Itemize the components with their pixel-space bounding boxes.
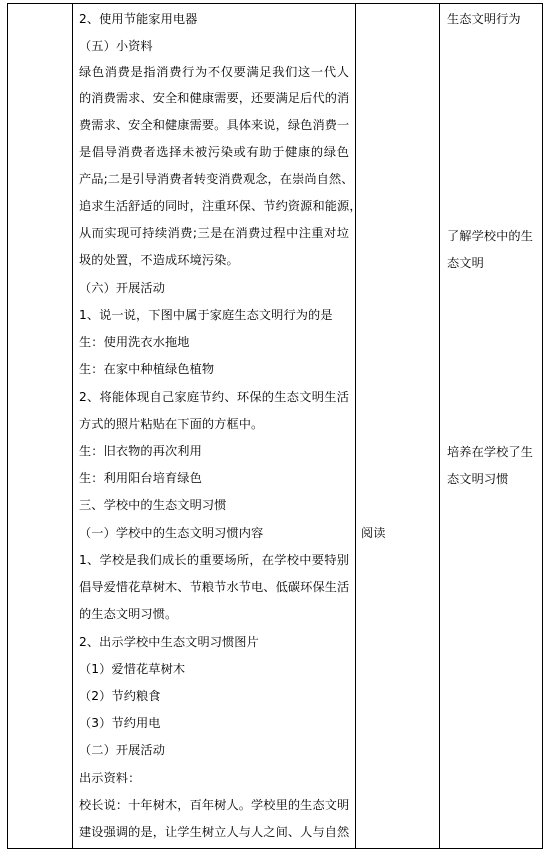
- text-line: 圾的处置，不造成环境污染。: [79, 253, 239, 267]
- text-line: 生：使用洗衣水拖地: [79, 335, 190, 349]
- text-line: 的生态文明习惯。: [79, 607, 178, 621]
- text-line: 的消费需求、安全和健康需要，还要满足后代的消: [79, 91, 350, 105]
- text-line: （1）爱惜花草树木: [79, 662, 186, 676]
- activity-text: 阅读: [361, 526, 386, 540]
- text-line: 1、说一说，下图中属于家庭生态文明行为的是: [79, 308, 333, 322]
- text-line: 绿色消费是指消费行为不仅要满足我们这一代人: [79, 65, 349, 79]
- text-line: 追求生活舒适的同时，注重环保、节约资源和能源，: [79, 199, 362, 213]
- text-line: 出示资料：: [79, 771, 141, 785]
- text-line: 是倡导消费者选择未被污染或有助于健康的绿色: [79, 145, 349, 159]
- lesson-plan-table: [7, 3, 543, 849]
- text-line: 费需求、安全和健康需要。具体来说，绿色消费一: [79, 118, 350, 132]
- text-line: （3）节约用电: [79, 716, 161, 730]
- text-line: 方式的照片粘贴在下面的方框中。: [79, 417, 264, 431]
- text-line: 2、使用节能家用电器: [79, 12, 198, 26]
- text-line: 2、将能体现自己家庭节约、环保的生态文明生活: [79, 390, 349, 404]
- text-line: 三、学校中的生态文明习惯: [79, 498, 227, 512]
- text-line: 生：在家中种植绿色植物: [79, 362, 215, 376]
- text-line: 校长说：十年树木，百年树人。学校里的生态文明: [79, 798, 350, 812]
- intent-text: 态文明习惯: [447, 472, 509, 486]
- design-intent-column: [439, 4, 544, 848]
- teaching-process-column: [72, 4, 362, 848]
- intent-text: 生态文明行为: [447, 12, 521, 26]
- text-line: （2）节约粮食: [79, 689, 161, 703]
- text-line: 倡导爱惜花草树木、节粮节水节电、低碳环保生活: [79, 580, 350, 594]
- intent-text: 态文明: [447, 256, 484, 270]
- intent-text: 培养在学校了生: [447, 445, 534, 459]
- text-line: 产品;二是引导消费者转变消费观念，在崇尚自然、: [79, 172, 354, 186]
- text-line: （五）小资料: [79, 39, 153, 53]
- text-line: （六）开展活动: [79, 281, 166, 295]
- text-line: （一）学校中的生态文明习惯内容: [79, 526, 264, 540]
- text-line: 2、出示学校中生态文明习惯图片: [79, 635, 259, 649]
- text-line: 生：旧衣物的再次利用: [79, 444, 202, 458]
- empty-left-column: [8, 4, 72, 848]
- text-line: 1、学校是我们成长的重要场所，在学校中要特别: [79, 553, 349, 567]
- text-line: 从而实现可持续消费;三是在消费过程中注重对垃: [79, 226, 349, 240]
- text-line: 建设强调的是，让学生树立人与人之间、人与自然: [79, 825, 350, 839]
- student-activity-column: [355, 4, 439, 848]
- text-line: 生：利用阳台培育绿色: [79, 471, 202, 485]
- intent-text: 了解学校中的生: [447, 229, 534, 243]
- text-line: （二）开展活动: [79, 743, 166, 757]
